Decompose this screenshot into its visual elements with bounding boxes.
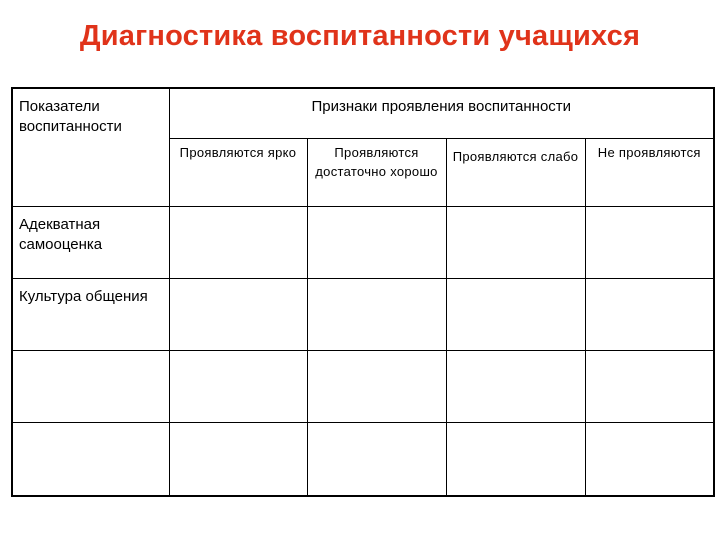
diagnostics-table	[11, 87, 715, 497]
sub-header-cell	[446, 138, 585, 206]
value-cell	[307, 422, 446, 496]
sub-header-cell	[585, 138, 714, 206]
page-title: Диагностика воспитанности учащихся	[79, 20, 641, 52]
sub-header-label: Проявляются достаточно хорошо	[315, 144, 438, 179]
sub-header-cell	[169, 138, 307, 206]
value-cell	[307, 278, 446, 350]
value-cell	[585, 350, 714, 422]
table-row	[12, 422, 714, 496]
value-cell	[446, 422, 585, 496]
value-cell	[169, 278, 307, 350]
indicator-label	[13, 423, 169, 431]
indicator-cell	[12, 278, 169, 350]
sub-header-cell	[307, 138, 446, 206]
table-row	[12, 278, 714, 350]
value-cell	[169, 206, 307, 278]
sub-header-label: Проявляются ярко	[179, 144, 297, 160]
indicator-label: Культура общения	[19, 287, 148, 305]
indicator-cell	[12, 350, 169, 422]
indicator-label	[13, 351, 169, 359]
value-cell	[585, 278, 714, 350]
table-row	[12, 350, 714, 422]
corner-header-cell	[12, 88, 169, 206]
group-header-label: Признаки проявления воспитанности	[311, 98, 572, 115]
value-cell	[169, 422, 307, 496]
sub-header-label: Не проявляются	[597, 144, 701, 160]
value-cell	[307, 350, 446, 422]
value-cell	[585, 422, 714, 496]
indicator-cell	[12, 206, 169, 278]
indicator-label: Адекватная самооценка	[19, 215, 103, 253]
value-cell	[446, 350, 585, 422]
corner-header-label: Показатели воспитанности	[19, 98, 122, 135]
value-cell	[446, 278, 585, 350]
value-cell	[169, 350, 307, 422]
value-cell	[446, 206, 585, 278]
value-cell	[307, 206, 446, 278]
sub-header-label: Проявляются слабо	[452, 148, 579, 164]
group-header-cell	[169, 88, 714, 138]
value-cell	[585, 206, 714, 278]
indicator-cell	[12, 422, 169, 496]
table-row	[12, 206, 714, 278]
